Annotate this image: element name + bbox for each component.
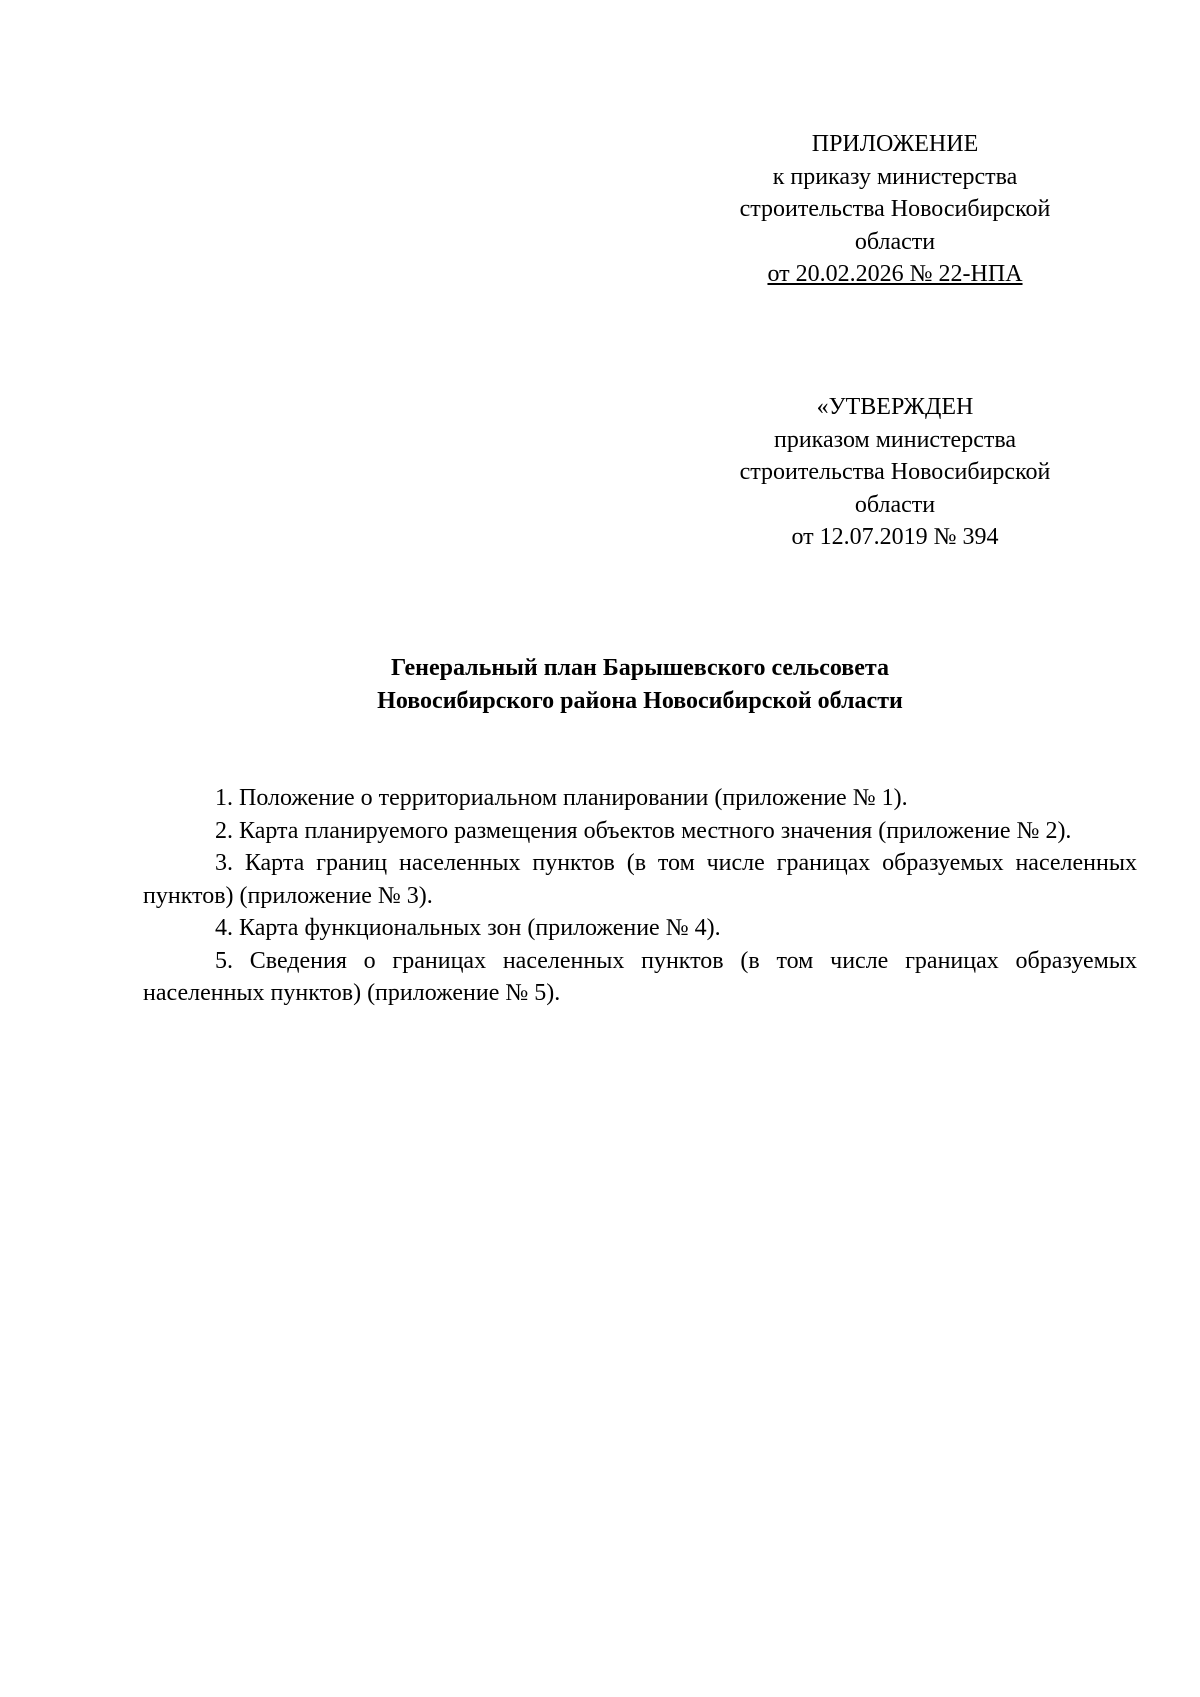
list-item: 1. Положение о территориальном планировании (приложение № 1). xyxy=(215,785,908,811)
appendix-line: области xyxy=(854,228,936,255)
list-item: 4. Карта функциональных зон (приложение № 4). xyxy=(215,915,721,941)
appendix-line: к приказу министерства xyxy=(772,163,1018,190)
document-title xyxy=(140,652,1140,718)
appendix-header xyxy=(695,128,1095,291)
approval-line: области xyxy=(854,491,936,518)
document-title-line: Генеральный план Барышевского сельсовета xyxy=(391,655,889,681)
approval-date-number: от 12.07.2019 № 394 xyxy=(791,524,999,550)
approval-line: приказом министерства xyxy=(773,426,1017,453)
appendix-line: строительства Новосибирской xyxy=(739,196,1051,222)
list-item: 3. Карта границ населенных пунктов (в том числе границах образуемых населенных пунктов) (приложение № 3). xyxy=(143,850,1137,909)
document-title-line: Новосибирского района Новосибирской области xyxy=(377,688,903,714)
approval-heading: «УТВЕРЖДЕН xyxy=(816,394,974,420)
approval-stamp xyxy=(695,391,1095,554)
list-item: 5. Сведения о границах населенных пунктов (в том числе границах образуемых населенных пунктов) (приложение № 5). xyxy=(143,947,1137,1006)
approval-line: строительства Новосибирской xyxy=(739,459,1051,485)
appendix-date-number: от 20.02.2026 № 22-НПА xyxy=(767,261,1023,287)
list-item: 2. Карта планируемого размещения объектов местного значения (приложение № 2). xyxy=(215,817,1072,844)
appendix-heading: ПРИЛОЖЕНИЕ xyxy=(811,131,979,157)
contents-list xyxy=(143,782,1137,1010)
